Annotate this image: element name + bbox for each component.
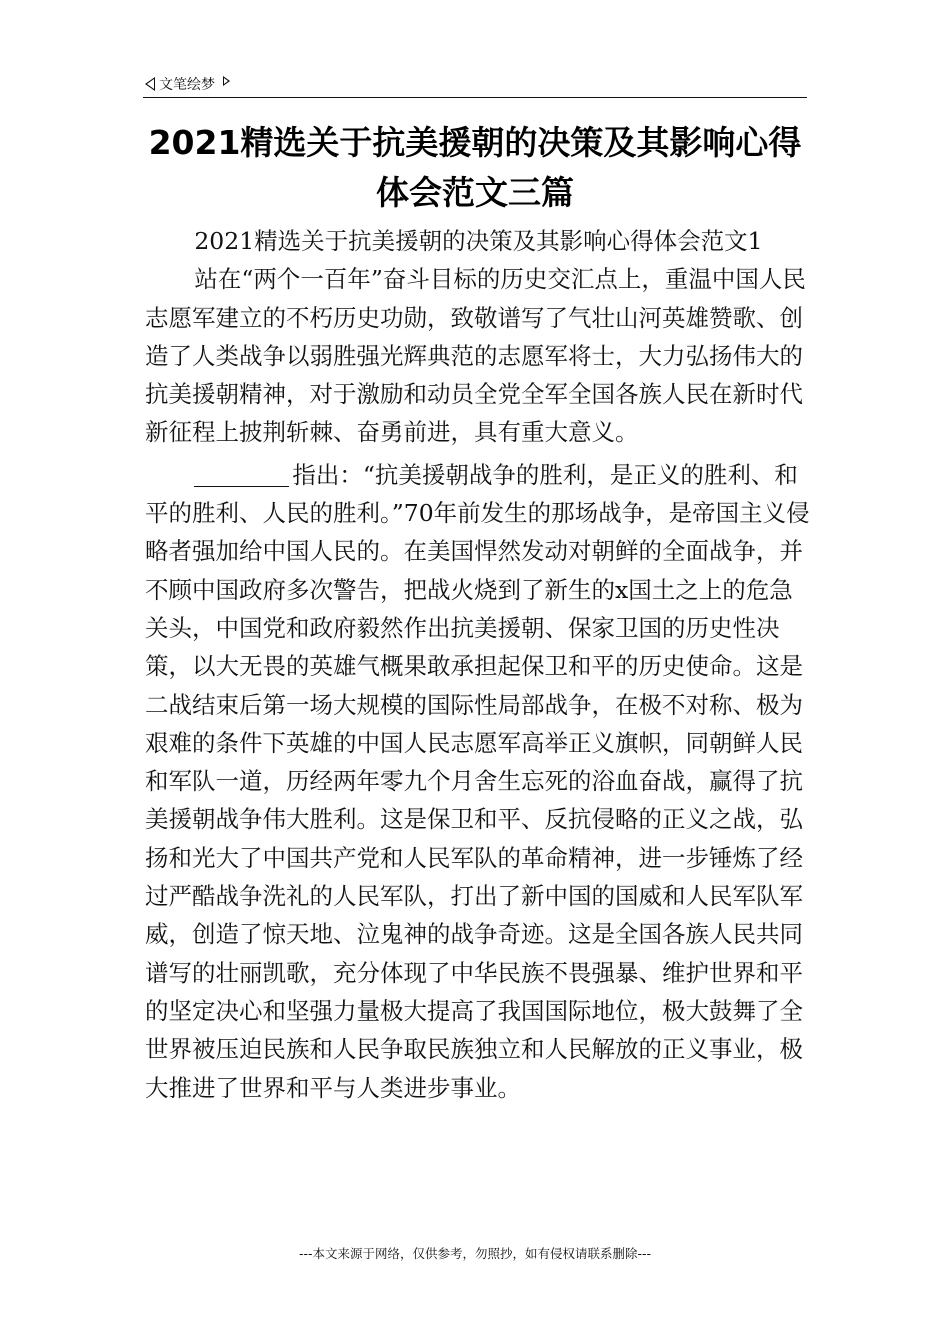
left-triangle-icon: [145, 77, 155, 91]
paragraph-subtitle: 2021精选关于抗美援朝的决策及其影响心得体会范文1: [194, 227, 763, 255]
document-body: [145, 222, 810, 1107]
paragraph-main-text: 指出：“抗美援朝战争的胜利，是正义的胜利、和平的胜利、人民的胜利。”70年前发生的那场战争，是帝国主义侵略者强加给中国人民的。在美国悍然发动对朝鲜的全面战争，并不顾中国政府多次警告，把战火烧到了新生的x国土之上的危急关头，中国党和政府毅然作出抗美援朝、保家卫国的历史性决策，以大无畏的英雄气概果敢承担起保卫和平的历史使命。这是二战结束后第一场大规模的国际性局部战争，在极不对称、极为艰难的条件下英雄的中国人民志愿军高举正义旗帜，同朝鲜人民和军队一道，历经两年零九个月舍生忘死的浴血奋战，赢得了抗美援朝战争伟大胜利。这是保卫和平、反抗侵略的正义之战，弘扬和光大了中国共产党和人民军队的革命精神，进一步锤炼了经过严酷战争洗礼的人民军队，打出了新中国的国威和人民军队军威，创造了惊天地、泣鬼神的战争奇迹。这是全国各族人民共同谱写的壮丽凯歌，充分体现了中华民族不畏强暴、维护世界和平的坚定决心和坚强力量极大提高了我国国际地位，极大鼓舞了全世界被压迫民族和人民争取民族独立和人民解放的正义事业，极大推进了世界和平与人类进步事业。: [145, 460, 810, 1102]
title-line-2: 体会范文三篇: [376, 173, 574, 212]
document-title: [143, 118, 807, 218]
header-divider: [143, 97, 807, 98]
page-header: [145, 72, 230, 96]
title-line-1: 2021精选关于抗美援朝的决策及其影响心得: [148, 123, 802, 162]
paragraph-main: [145, 456, 810, 1107]
footer-notice: ---本文来源于网络，仅供参考，勿照抄，如有侵权请联系删除---: [298, 1246, 652, 1261]
blank-line: [194, 462, 289, 487]
paragraph-intro: 站在“两个一百年”奋斗目标的历史交汇点上，重温中国人民志愿军建立的不朽历史功勋，致敬谱写了气壮山河英雄赞歌、创造了人类战争以弱胜强光辉典范的志愿军将士，大力弘扬伟大的抗美援朝精神，对于激励和动员全党全军全国各族人民在新时代新征程上披荆斩棘、奋勇前进，具有重大意义。: [145, 265, 806, 447]
header-brand: 文笔绘梦: [159, 77, 215, 93]
right-triangle-icon: [223, 76, 230, 86]
